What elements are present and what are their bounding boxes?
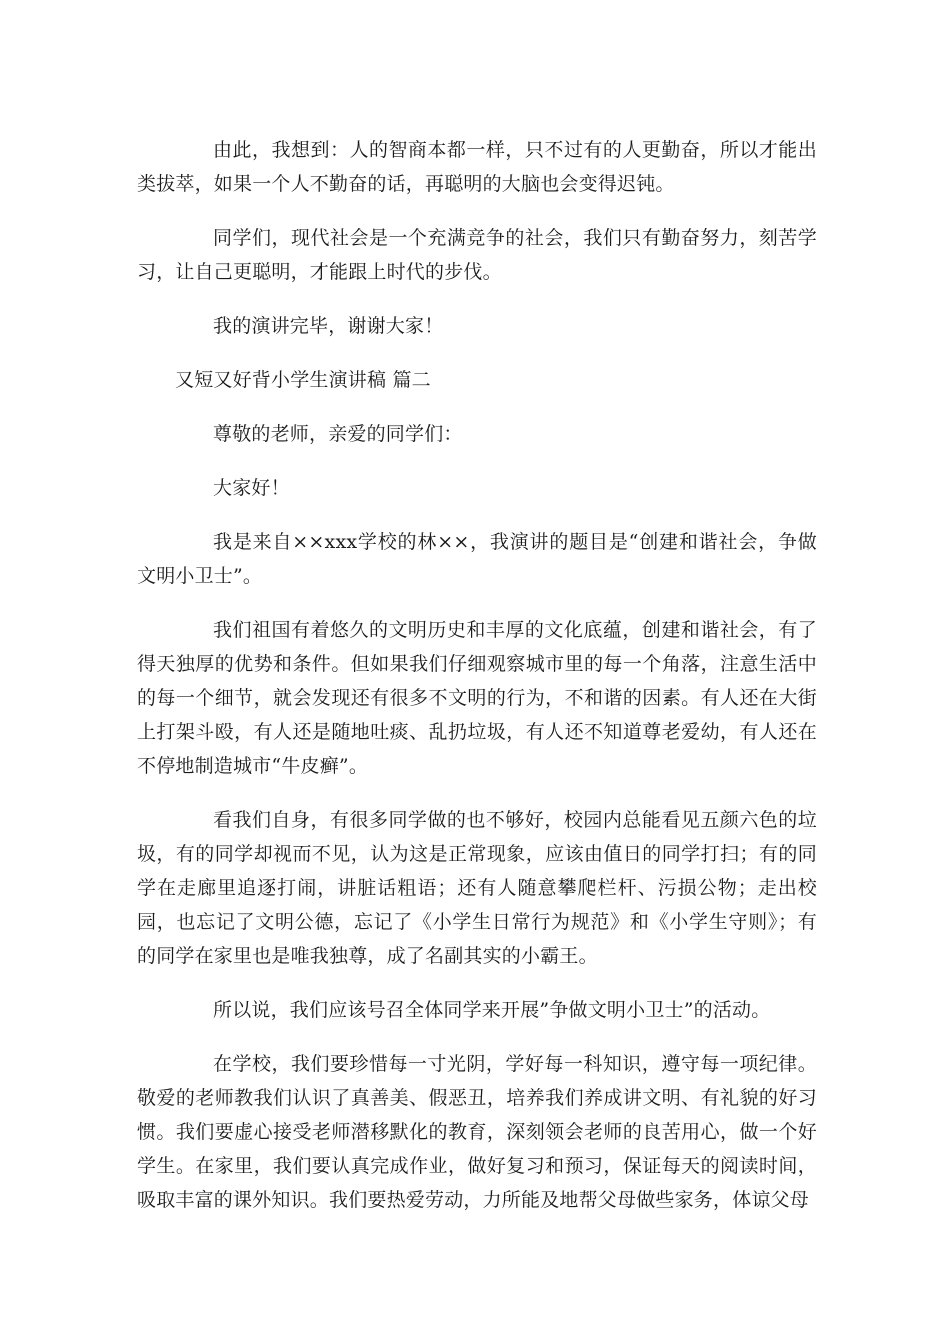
paragraph-diligence: 由此，我想到：人的智商本都一样，只不过有的人更勤奋，所以才能出类拔萃，如果一个人不勤奋的话，再聪明的大脑也会变得迟钝。 — [137, 139, 817, 195]
paragraph-self-reflection: 看我们自身，有很多同学做的也不够好，校园内总能看见五颜六色的垃圾，有的同学却视而不见，认为这是正常现象，应该由值日的同学打扫；有的同学在走廊里追逐打闹，讲脏话粗语；还有人随意攀爬栏杆、污损公物；走出校园，也忘记了文明公德，忘记了《小学生日常行为规范》和《小学生守则》；有的同学在家里也是唯我独尊，成了名副其实的小霸王。 — [137, 809, 817, 967]
paragraph-call-to-action: 所以说，我们应该号召全体同学来开展”争做文明小卫士”的活动。 — [213, 999, 771, 1021]
section-heading: 又短又好背小学生演讲稿 篇二 — [175, 369, 431, 391]
paragraph-intro: 我是来自××xxx学校的林××，我演讲的题目是“创建和谐社会，争做文明小卫士”。 — [137, 531, 817, 587]
paragraph-school-home: 在学校，我们要珍惜每一寸光阴，学好每一科知识，遵守每一项纪律。敬爱的老师教我们认识了真善美、假恶丑，培养我们养成讲文明、有礼貌的好习惯。我们要虚心接受老师潜移默化的教育，深刻领会老师的良苦用心，做一个好学生。在家里，我们要认真完成作业，做好复习和预习，保证每天的阅读时间，吸取丰富的课外知识。我们要热爱劳动，力所能及地帮父母做些家务，体谅父母 — [137, 1053, 817, 1211]
paragraph-closing: 我的演讲完毕，谢谢大家！ — [213, 315, 444, 337]
paragraph-competition: 同学们，现代社会是一个充满竞争的社会，我们只有勤奋努力，刻苦学习，让自己更聪明，才能跟上时代的步伐。 — [137, 227, 817, 283]
paragraph-civilization: 我们祖国有着悠久的文明历史和丰厚的文化底蕴，创建和谐社会，有了得天独厚的优势和条件。但如果我们仔细观察城市里的每一个角落，注意生活中的每一个细节，就会发现还有很多不文明的行为，不和谐的因素。有人还在大街上打架斗殴，有人还是随地吐痰、乱扔垃圾，有人还不知道尊老爱幼，有人还在不停地制造城市“牛皮癣”。 — [137, 619, 817, 777]
paragraph-greeting: 大家好！ — [213, 477, 290, 499]
document-page — [137, 133, 817, 1237]
paragraph-salutation: 尊敬的老师，亲爱的同学们： — [213, 423, 463, 445]
